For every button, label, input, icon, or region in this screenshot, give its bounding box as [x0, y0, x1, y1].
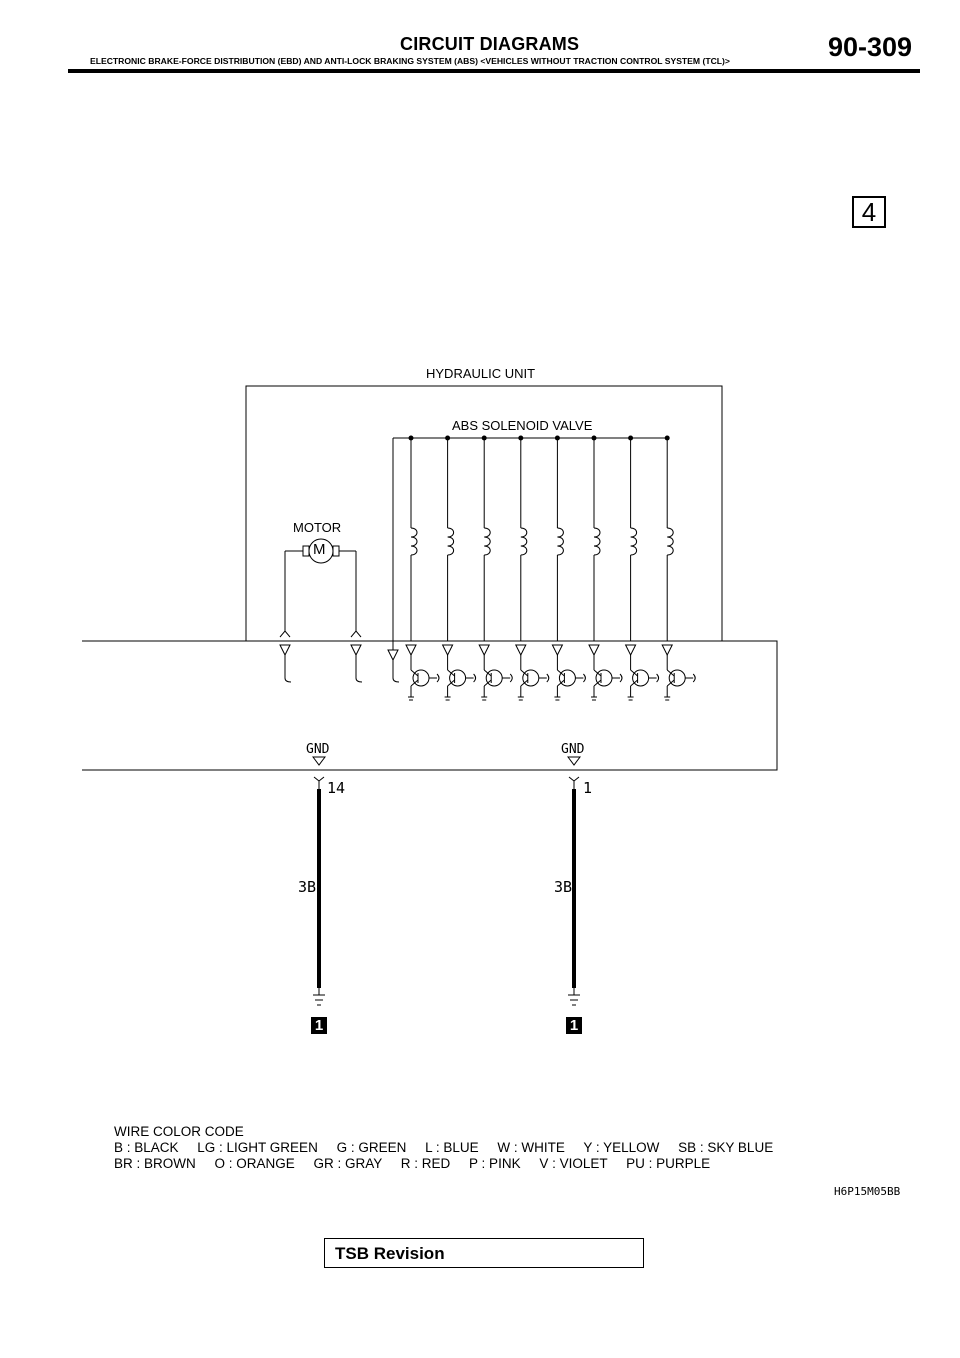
- connector-pin-symbol: [479, 645, 489, 655]
- motor-terminal: [333, 546, 339, 556]
- connector-pin-symbol: [516, 645, 526, 655]
- connector-pin-symbol: [589, 645, 599, 655]
- connector-pin-number: 1: [583, 779, 593, 797]
- connector-pin-symbol: [406, 645, 416, 655]
- solenoid-coil: [594, 528, 600, 555]
- driver-transistor: [413, 670, 429, 686]
- legend-line-1: B : BLACK LG : LIGHT GREEN G : GREEN L : BLUE W : WHITE Y : YELLOW SB : SKY BLUE: [114, 1140, 774, 1155]
- connector-pin-number: 14: [327, 779, 346, 797]
- motor-label: MOTOR: [293, 520, 342, 535]
- page-subtitle: ELECTRONIC BRAKE-FORCE DISTRIBUTION (EBD) AND ANTI-LOCK BRAKING SYSTEM (ABS) <VEHICLES WITHOUT TRACTION CONTROL SYSTEM (TCL)>: [90, 56, 730, 66]
- legend-heading: WIRE COLOR CODE: [114, 1124, 244, 1139]
- gnd-label-14: GND: [306, 742, 330, 757]
- solenoid-coil: [411, 528, 417, 555]
- connector-end: [547, 674, 549, 682]
- driver-transistor: [486, 670, 502, 686]
- motor-terminal: [303, 546, 309, 556]
- connector-pin-symbol: [626, 645, 636, 655]
- connector-end: [583, 674, 585, 682]
- connector-pin-symbol: [388, 650, 398, 660]
- figure-code: H6P15M05BB: [834, 1185, 901, 1198]
- hydraulic-unit-label: HYDRAULIC UNIT: [426, 366, 536, 381]
- ground-point-badge: 1: [566, 1017, 582, 1034]
- page-number: 90-309: [828, 32, 913, 62]
- solenoid-coil: [484, 528, 490, 555]
- connector-pin-symbol: [552, 645, 562, 655]
- driver-transistor: [633, 670, 649, 686]
- motor-symbol-letter: M: [313, 541, 326, 558]
- solenoid-coil: [448, 528, 454, 555]
- connector-pin-symbol: [443, 645, 453, 655]
- solenoid-coil: [557, 528, 563, 555]
- driver-transistor: [450, 670, 466, 686]
- connector-end: [437, 674, 439, 682]
- wire-color-legend: [114, 1124, 773, 1172]
- ground-point-badge: 1: [311, 1017, 327, 1034]
- connector-end: [693, 674, 695, 682]
- connector-end: [620, 674, 622, 682]
- abs-solenoid-valve-label: ABS SOLENOID VALVE: [452, 418, 593, 433]
- connector-end: [510, 674, 512, 682]
- legend-line-2: BR : BROWN O : ORANGE GR : GRAY R : RED P : PINK V : VIOLET PU : PURPLE: [114, 1156, 711, 1171]
- wire-color-label: 3B: [554, 878, 573, 896]
- solenoid-coil: [631, 528, 637, 555]
- driver-transistor: [523, 670, 539, 686]
- tsb-revision-box: TSB Revision: [324, 1238, 644, 1268]
- gnd-label-1: GND: [561, 742, 585, 757]
- ecu-box: [82, 641, 777, 770]
- connector-end: [474, 674, 476, 682]
- driver-transistor: [559, 670, 575, 686]
- solenoid-coil: [521, 528, 527, 555]
- wire-color-label: 3B: [298, 878, 317, 896]
- connector-pin-symbol: [662, 645, 672, 655]
- solenoid-coil: [667, 528, 673, 555]
- diagram-navigation-reference[interactable]: 4: [852, 196, 886, 228]
- driver-transistor: [669, 670, 685, 686]
- connector-end: [657, 674, 659, 682]
- driver-transistor: [596, 670, 612, 686]
- page-title: CIRCUIT DIAGRAMS: [400, 34, 580, 54]
